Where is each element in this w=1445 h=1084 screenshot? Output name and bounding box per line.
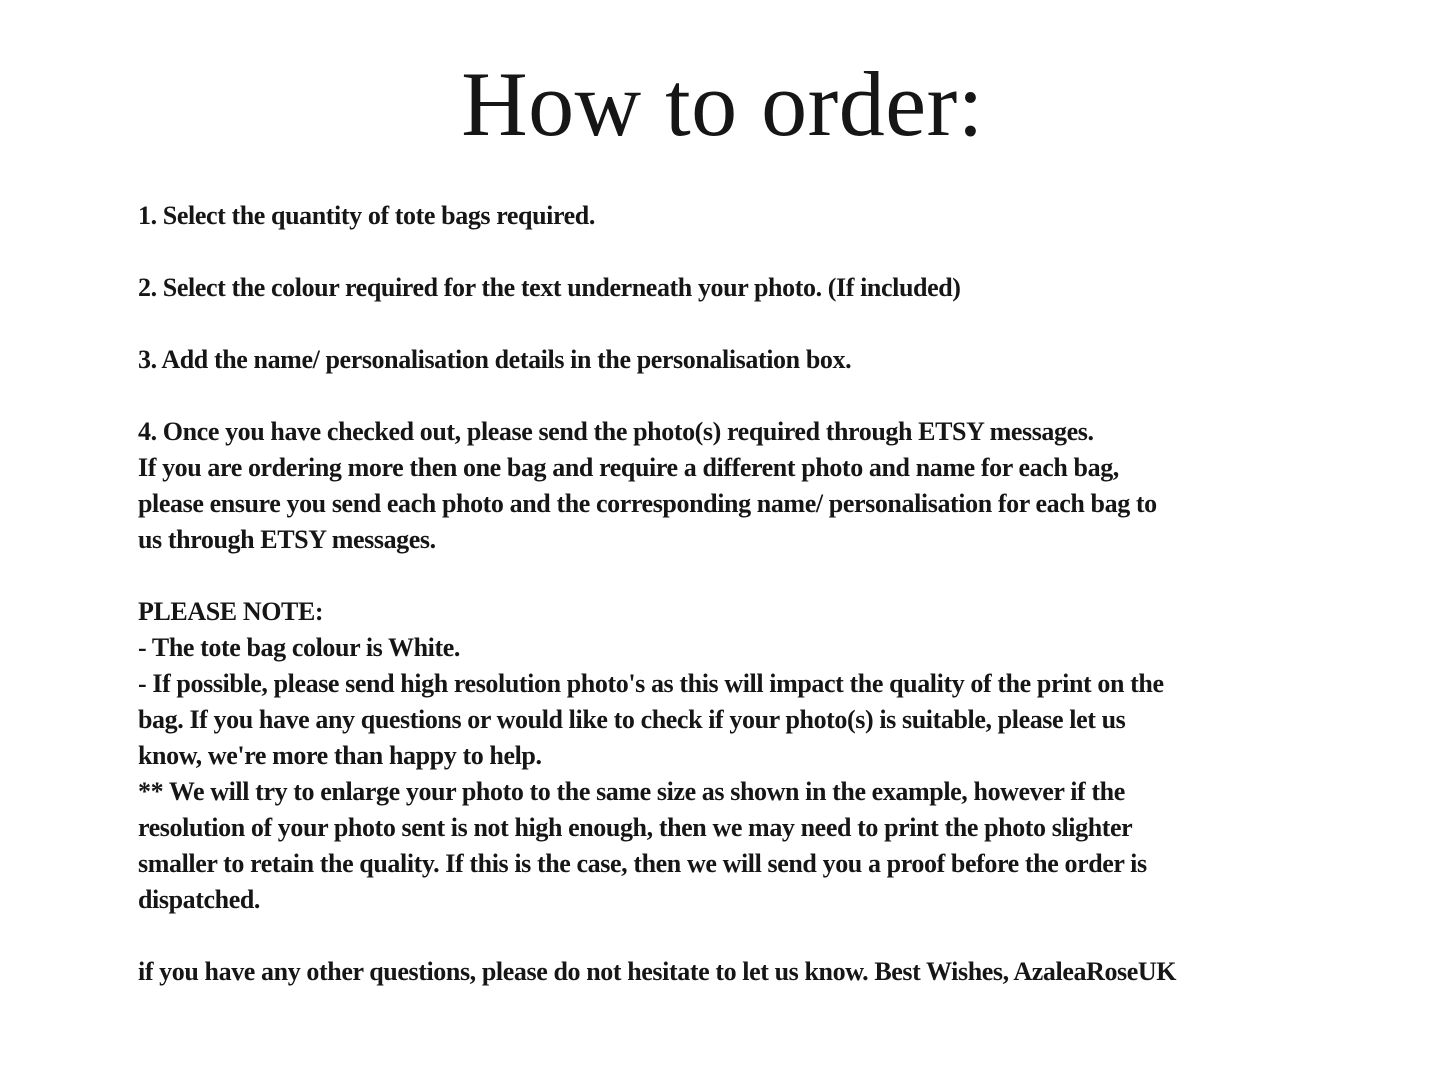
instruction-paragraph <box>138 270 1305 306</box>
text-line: - The tote bag colour is White. <box>138 633 460 662</box>
text-line: know, we're more than happy to help. <box>138 741 542 770</box>
text-line: ** We will try to enlarge your photo to the same size as shown in the example, however if the <box>138 777 1125 806</box>
instruction-paragraph <box>138 414 1305 558</box>
text-line: dispatched. <box>138 885 261 914</box>
text-line: PLEASE NOTE: <box>138 597 324 626</box>
text-line: please ensure you send each photo and the corresponding name/ personalisation for each bag to <box>138 489 1157 518</box>
instruction-paragraph <box>138 594 1305 918</box>
text-line: 4. Once you have checked out, please send the photo(s) required through ETSY messages. <box>138 417 1094 446</box>
text-line: bag. If you have any questions or would like to check if your photo(s) is suitable, please let us <box>138 705 1126 734</box>
text-line: us through ETSY messages. <box>138 525 436 554</box>
text-line: resolution of your photo sent is not high enough, then we may need to print the photo slighter <box>138 813 1133 842</box>
instruction-paragraph <box>138 198 1305 234</box>
text-line: - If possible, please send high resolution photo's as this will impact the quality of the print on the <box>138 669 1164 698</box>
text-line: 2. Select the colour required for the text underneath your photo. (If included) <box>138 273 961 302</box>
text-line: if you have any other questions, please do not hesitate to let us know. Best Wishes, AzaleaRoseUK <box>138 957 1177 986</box>
text-line: smaller to retain the quality. If this is the case, then we will send you a proof before the order is <box>138 849 1147 878</box>
text-line: 3. Add the name/ personalisation details in the personalisation box. <box>138 345 852 374</box>
text-line: If you are ordering more then one bag and require a different photo and name for each bag, <box>138 453 1119 482</box>
text-line: 1. Select the quantity of tote bags required. <box>138 201 595 230</box>
instructions <box>138 198 1305 990</box>
page-title: How to order: <box>461 53 984 155</box>
instruction-paragraph <box>138 954 1305 990</box>
instruction-paragraph <box>138 342 1305 378</box>
